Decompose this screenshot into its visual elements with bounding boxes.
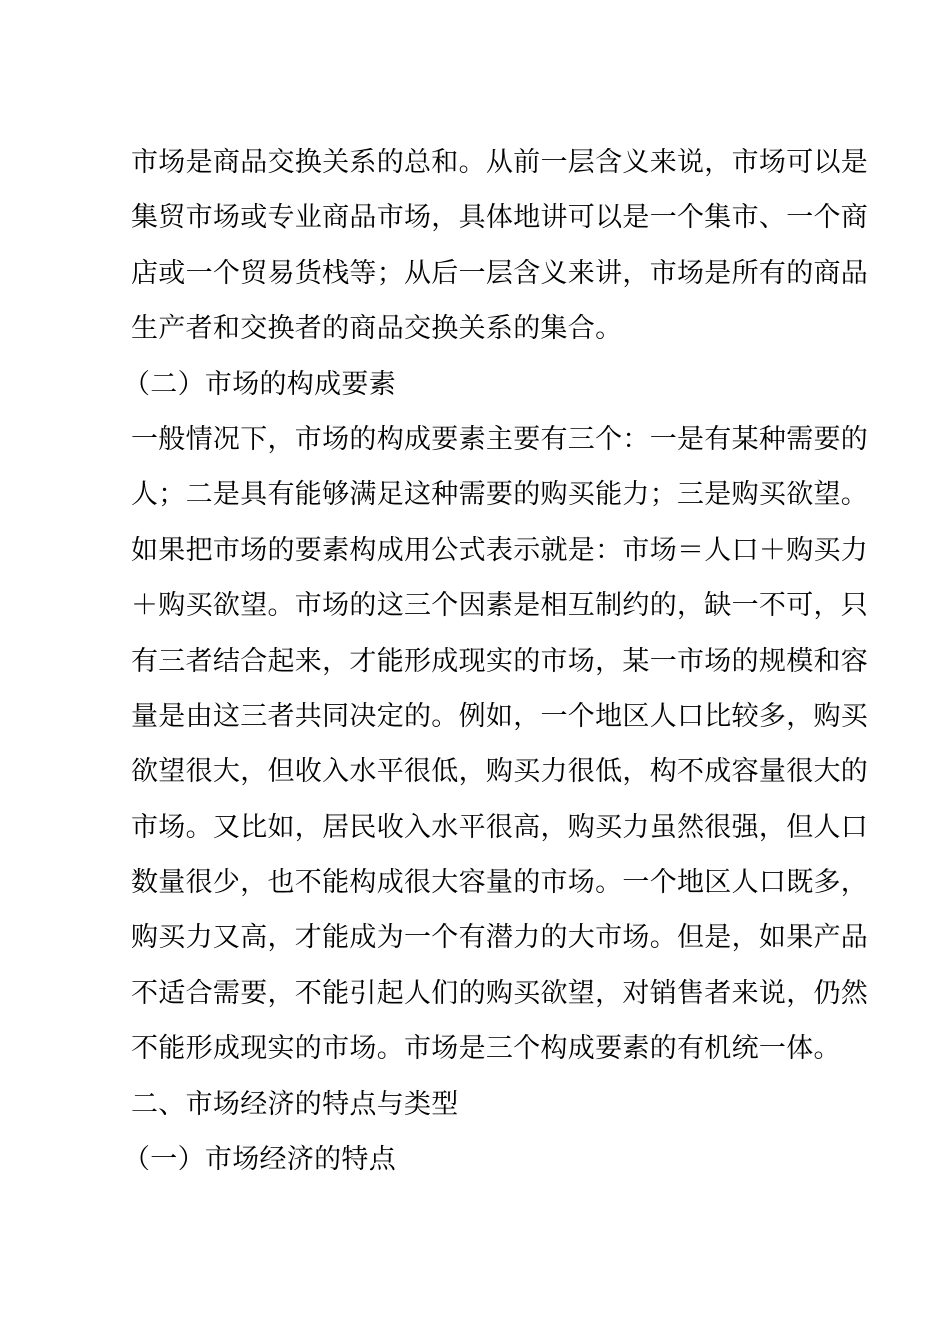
text-line: 如果把市场的要素构成用公式表示就是：市场＝人口＋购买力 bbox=[131, 534, 869, 566]
text-line: 一般情况下，市场的构成要素主要有三个：一是有某种需要的 bbox=[131, 423, 869, 455]
section-heading-market-elements: （二）市场的构成要素 bbox=[123, 368, 396, 400]
text-line: ＋购买欲望。市场的这三个因素是相互制约的，缺一不可，只 bbox=[131, 590, 869, 622]
text-line: 人；二是具有能够满足这种需要的购买能力；三是购买欲望。 bbox=[131, 479, 869, 511]
text-line: 有三者结合起来，才能形成现实的市场，某一市场的规模和容 bbox=[131, 645, 869, 677]
text-line: 购买力又高，才能成为一个有潜力的大市场。但是，如果产品 bbox=[131, 922, 869, 954]
text-line: 欲望很大，但收入水平很低，购买力很低，构不成容量很大的 bbox=[131, 756, 869, 788]
text-line: 店或一个贸易货栈等；从后一层含义来讲，市场是所有的商品 bbox=[131, 257, 869, 289]
subsection-heading-market-economy-features: （一）市场经济的特点 bbox=[123, 1144, 396, 1176]
text-line: 量是由这三者共同决定的。例如，一个地区人口比较多，购买 bbox=[131, 700, 869, 732]
paragraph-market-elements bbox=[131, 412, 869, 1077]
text-line: 市场。又比如，居民收入水平很高，购买力虽然很强，但人口 bbox=[131, 811, 869, 843]
text-line: 市场是商品交换关系的总和。从前一层含义来说，市场可以是 bbox=[131, 147, 869, 178]
text-line: 生产者和交换者的商品交换关系的集合。 bbox=[131, 313, 623, 345]
paragraph-market-definition bbox=[131, 135, 869, 357]
section-heading-market-economy: 二、市场经济的特点与类型 bbox=[131, 1088, 459, 1120]
text-line: 集贸市场或专业商品市场，具体地讲可以是一个集市、一个商 bbox=[131, 202, 869, 234]
document-body bbox=[123, 135, 869, 1187]
text-line: 不适合需要，不能引起人们的购买欲望，对销售者来说，仍然 bbox=[131, 977, 869, 1009]
text-line: 数量很少，也不能构成很大容量的市场。一个地区人口既多， bbox=[131, 867, 869, 899]
text-line: 不能形成现实的市场。市场是三个构成要素的有机统一体。 bbox=[131, 1033, 841, 1065]
